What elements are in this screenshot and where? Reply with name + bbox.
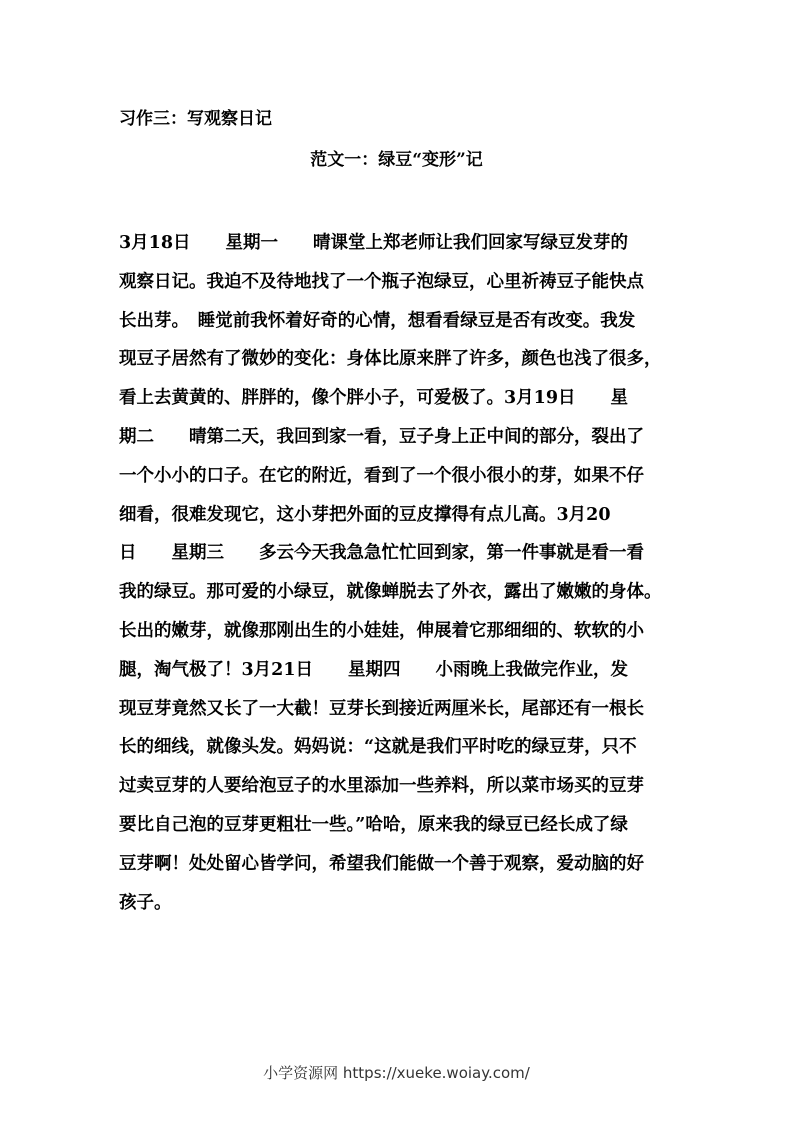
body-line: 我的绿豆。那可爱的小绿豆，就像蝉脱去了外衣，露出了嫩嫩的身体。 — [119, 582, 662, 603]
body-line: 现豆芽竟然又长了一大截！豆芽长到接近两厘米长，尾部还有一根长 — [119, 698, 644, 719]
body-line: 观察日记。我迫不及待地找了一个瓶子泡绿豆，心里祈祷豆子能快点 — [119, 271, 644, 292]
body-line: 长的细线，就像头发。妈妈说：“这就是我们平时吃的绿豆芽，只不 — [119, 737, 637, 758]
essay-body — [119, 228, 679, 926]
body-line: 腿，淘气极了！3月21日 星期四 小雨晚上我做完作业，发 — [119, 659, 629, 680]
essay-title: 范文一：绿豆“变形”记 — [310, 150, 483, 170]
body-line: 一个小小的口子。在它的附近，看到了一个很小很小的芽，如果不仔 — [119, 465, 644, 486]
body-line: 现豆子居然有了微妙的变化：身体比原来胖了许多，颜色也浅了很多， — [119, 349, 662, 370]
body-line: 日 星期三 多云今天我急急忙忙回到家，第一件事就是看一看 — [119, 543, 644, 564]
body-line: 细看，很难发现它，这小芽把外面的豆皮撑得有点儿高。3月20 — [119, 504, 611, 525]
section-title: 习作三：写观察日记 — [119, 109, 272, 129]
body-line: 豆芽啊！处处留心皆学问，希望我们能做一个善于观察，爱动脑的好 — [119, 853, 644, 874]
body-line: 孩子。 — [119, 892, 172, 913]
body-line: 长出芽。 睡觉前我怀着好奇的心情，想看看绿豆是否有改变。我发 — [119, 310, 636, 331]
body-line: 要比自己泡的豆芽更粗壮一些。”哈哈，原来我的绿豆已经长成了绿 — [119, 814, 628, 835]
body-line: 期二 晴第二天，我回到家一看，豆子身上正中间的部分，裂出了 — [119, 426, 644, 447]
footer-watermark: 小学资源网 https://xueke.woiay.com/ — [263, 1064, 530, 1082]
body-line: 3月18日 星期一 晴课堂上郑老师让我们回家写绿豆发芽的 — [119, 233, 629, 253]
body-line: 长出的嫩芽，就像那刚出生的小娃娃，伸展着它那细细的、软软的小 — [119, 620, 644, 641]
body-line: 看上去黄黄的、胖胖的，像个胖小子，可爱极了。3月19日 星 — [119, 388, 629, 409]
body-line: 过卖豆芽的人要给泡豆子的水里添加一些养料，所以菜市场买的豆芽 — [119, 776, 644, 797]
